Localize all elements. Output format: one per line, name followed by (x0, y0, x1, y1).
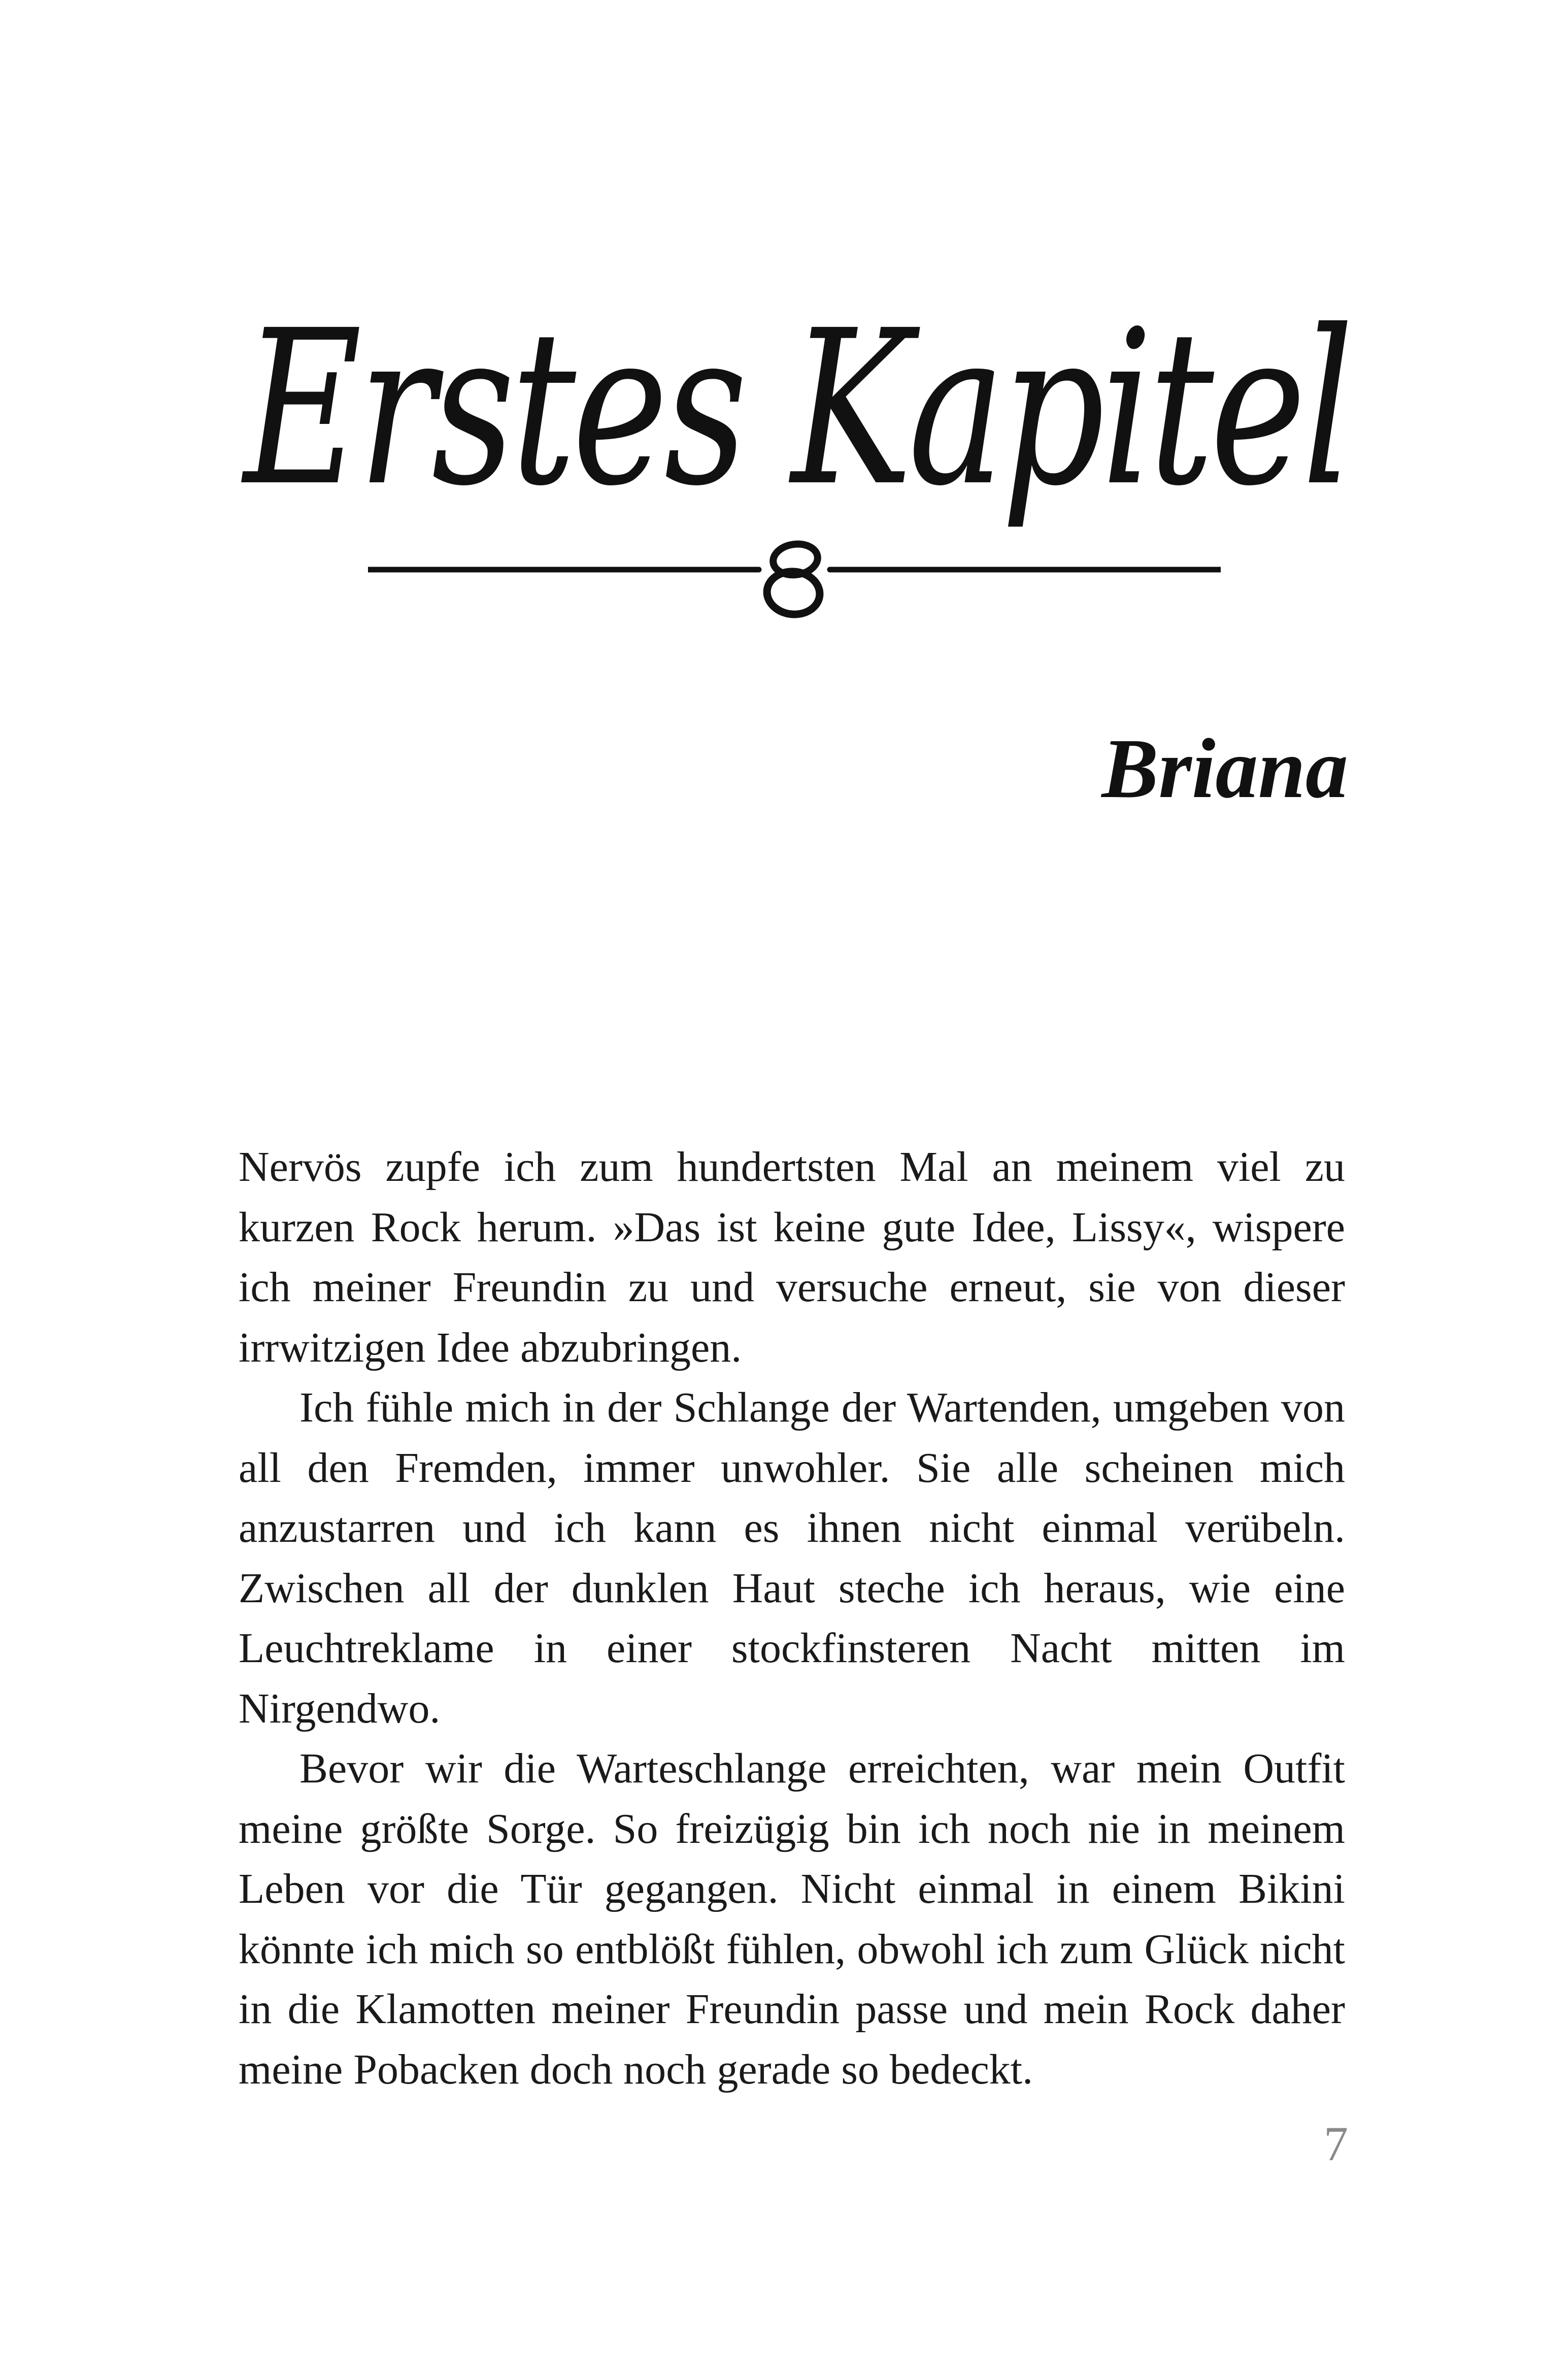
pov-character-name: Briana (1101, 721, 1348, 816)
paragraph: Nervös zupfe ich zum hundertsten Mal an meinem viel zu kurzen Rock herum. »Das ist keine gute Idee, Lissy«, wispere ich meiner Freundin zu und versuche erneut, sie von dieser irrwitzigen Idee abzubringen. (239, 1143, 1345, 1371)
paragraph: Bevor wir die Warteschlange erreichten, war mein Outfit meine größte Sorge. So freizügig bin ich noch nie in meinem Leben vor die Tür gegangen. Nicht einmal in einem Bikini könnte ich mich so entblößt fühlen, obwohl ich zum Glück nicht in die Klamotten meiner Freundin passe und mein Rock daher meine Pobacken doch noch gerade so bedeckt. (239, 1745, 1345, 2093)
interlocking-rings-divider-icon (368, 528, 1221, 635)
chapter-title (213, 284, 1381, 548)
paragraph: Ich fühle mich in der Schlange der Wartenden, umgeben von all den Fremden, immer unwohler. Sie alle scheinen mich anzustarren und ich kann es ihnen nicht einmal verübeln. Zwischen all der dunklen Haut steche ich heraus, wie eine Leuchtreklame in einer stockfinsteren Nacht mitten im Nirgendwo. (239, 1384, 1345, 1732)
chapter-title-text: Erstes Kapitel (241, 285, 1351, 533)
chapter-body (239, 1137, 1345, 2100)
page-number: 7 (1324, 2117, 1348, 2171)
